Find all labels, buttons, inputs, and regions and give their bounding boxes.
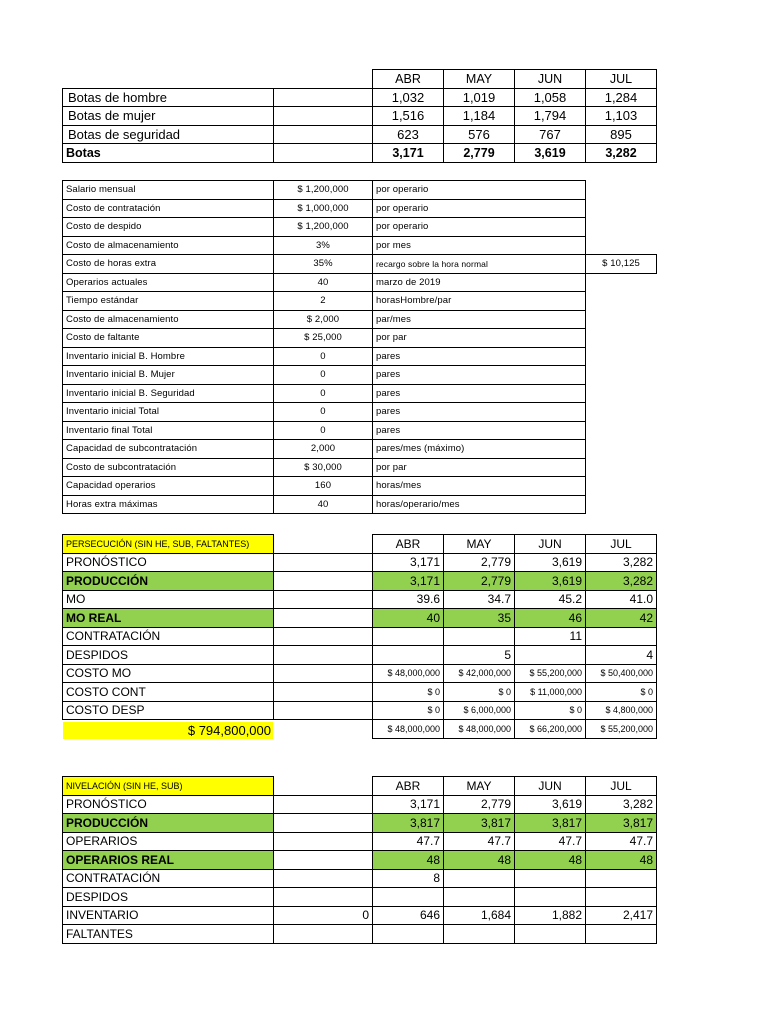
spreadsheet-cell[interactable] (274, 646, 373, 665)
level-header-row (63, 777, 657, 796)
chase-row-label[interactable]: COSTO CONT (63, 683, 274, 702)
chase-value[interactable]: 3,282 (586, 572, 657, 591)
parameter-row (63, 495, 657, 514)
parameter-row (63, 199, 657, 218)
parameter-row (63, 329, 657, 348)
level-value[interactable]: 646 (373, 906, 444, 925)
demand-value[interactable]: 1,058 (515, 88, 586, 107)
parameter-label[interactable]: Costo de contratación (63, 199, 274, 218)
chase-value[interactable]: 2,779 (444, 553, 515, 572)
chase-value[interactable]: 5 (444, 646, 515, 665)
blank-cell (586, 403, 657, 422)
parameter-unit[interactable]: horasHombre/par (373, 292, 586, 311)
parameter-value[interactable]: 0 (274, 366, 373, 385)
chase-total-value[interactable]: $ 66,200,000 (515, 720, 586, 739)
chase-row (63, 627, 657, 646)
demand-value[interactable]: 1,184 (444, 107, 515, 126)
parameter-row (63, 384, 657, 403)
parameter-label[interactable]: Capacidad operarios (63, 477, 274, 496)
demand-value[interactable]: 576 (444, 125, 515, 144)
chase-row-label[interactable]: MO (63, 590, 274, 609)
month-header[interactable]: MAY (444, 535, 515, 554)
chase-value[interactable]: $ 0 (586, 683, 657, 702)
demand-row (63, 107, 657, 126)
demand-value[interactable]: 767 (515, 125, 586, 144)
chase-row (63, 646, 657, 665)
parameter-extra-value[interactable]: $ 10,125 (586, 255, 657, 274)
level-value[interactable]: 3,817 (515, 814, 586, 833)
demand-row-label[interactable]: Botas de seguridad (63, 125, 274, 144)
parameter-unit[interactable]: marzo de 2019 (373, 273, 586, 292)
chase-value[interactable]: $ 11,000,000 (515, 683, 586, 702)
chase-value[interactable] (373, 646, 444, 665)
month-header[interactable]: JUN (515, 535, 586, 554)
level-value[interactable]: 1,684 (444, 906, 515, 925)
parameter-unit[interactable]: pares (373, 347, 586, 366)
chase-value[interactable]: $ 0 (515, 701, 586, 720)
chase-value[interactable]: 3,171 (373, 553, 444, 572)
spreadsheet-cell[interactable] (274, 701, 373, 720)
level-initial-value[interactable] (274, 925, 373, 944)
chase-row (63, 683, 657, 702)
chase-value[interactable]: 4 (586, 646, 657, 665)
spreadsheet-cell[interactable] (274, 664, 373, 683)
level-value[interactable]: 47.7 (586, 832, 657, 851)
level-row (63, 832, 657, 851)
parameter-unit[interactable]: por operario (373, 218, 586, 237)
parameter-value[interactable]: 40 (274, 273, 373, 292)
level-value[interactable]: 48 (444, 851, 515, 870)
chase-value[interactable]: 35 (444, 609, 515, 628)
month-header[interactable]: MAY (444, 777, 515, 796)
level-row (63, 925, 657, 944)
level-value[interactable]: 3,619 (515, 795, 586, 814)
level-value[interactable]: 1,882 (515, 906, 586, 925)
demand-total-row (63, 144, 657, 163)
demand-total-value[interactable]: 2,779 (444, 144, 515, 163)
parameter-unit[interactable]: pares (373, 421, 586, 440)
month-header[interactable]: MAY (444, 70, 515, 89)
parameter-row (63, 310, 657, 329)
demand-value[interactable]: 623 (373, 125, 444, 144)
parameter-unit[interactable]: pares (373, 403, 586, 422)
chase-value[interactable]: 42 (586, 609, 657, 628)
chase-value[interactable]: 3,171 (373, 572, 444, 591)
spreadsheet-cell[interactable] (274, 88, 373, 107)
blank-cell (63, 70, 274, 89)
blank-cell (586, 199, 657, 218)
parameter-value[interactable]: $ 1,000,000 (274, 199, 373, 218)
level-value[interactable] (515, 925, 586, 944)
chase-value[interactable]: 3,619 (515, 553, 586, 572)
demand-value[interactable]: 1,516 (373, 107, 444, 126)
chase-value[interactable]: $ 0 (444, 683, 515, 702)
parameter-unit[interactable]: por par (373, 458, 586, 477)
blank-cell (586, 310, 657, 329)
chase-row (63, 590, 657, 609)
month-header[interactable]: JUL (586, 535, 657, 554)
level-value[interactable]: 48 (586, 851, 657, 870)
parameter-label[interactable]: Inventario final Total (63, 421, 274, 440)
parameter-label[interactable]: Horas extra máximas (63, 495, 274, 514)
parameter-label[interactable]: Costo de almacenamiento (63, 310, 274, 329)
spreadsheet-cell[interactable] (274, 144, 373, 163)
level-value[interactable] (515, 869, 586, 888)
level-row-label[interactable]: CONTRATACIÓN (63, 869, 274, 888)
level-row-label[interactable]: DESPIDOS (63, 888, 274, 907)
month-header[interactable]: JUL (586, 777, 657, 796)
demand-table (62, 69, 657, 163)
month-header[interactable]: ABR (373, 70, 444, 89)
parameter-label[interactable]: Costo de subcontratación (63, 458, 274, 477)
parameter-value[interactable]: $ 1,200,000 (274, 181, 373, 200)
chase-value[interactable] (373, 627, 444, 646)
chase-row-label[interactable]: PRONÓSTICO (63, 553, 274, 572)
parameter-unit[interactable]: por mes (373, 236, 586, 255)
level-value[interactable]: 3,171 (373, 795, 444, 814)
parameter-row (63, 403, 657, 422)
parameter-row (63, 440, 657, 459)
spreadsheet-cell[interactable] (274, 107, 373, 126)
blank-cell (586, 273, 657, 292)
month-header[interactable]: JUN (515, 777, 586, 796)
chase-value[interactable]: 3,619 (515, 572, 586, 591)
parameter-value[interactable]: 0 (274, 403, 373, 422)
level-row-label[interactable]: OPERARIOS (63, 832, 274, 851)
blank-cell (586, 366, 657, 385)
spreadsheet-cell[interactable] (274, 683, 373, 702)
chase-title[interactable]: PERSECUCIÓN (SIN HE, SUB, FALTANTES) (63, 535, 274, 554)
demand-value[interactable]: 895 (586, 125, 657, 144)
level-row (63, 795, 657, 814)
chase-row (63, 701, 657, 720)
demand-value[interactable]: 1,284 (586, 88, 657, 107)
blank-cell (586, 347, 657, 366)
level-initial-value[interactable]: 0 (274, 906, 373, 925)
chase-row (63, 553, 657, 572)
level-value[interactable]: 47.7 (373, 832, 444, 851)
demand-value[interactable]: 1,032 (373, 88, 444, 107)
level-initial-value[interactable] (274, 888, 373, 907)
level-value[interactable]: 48 (373, 851, 444, 870)
parameter-label[interactable]: Inventario inicial B. Mujer (63, 366, 274, 385)
blank-cell (586, 384, 657, 403)
level-value[interactable]: 2,417 (586, 906, 657, 925)
blank-cell (586, 440, 657, 459)
chase-plan-table (62, 534, 657, 739)
parameter-label[interactable]: Salario mensual (63, 181, 274, 200)
level-row (63, 906, 657, 925)
blank-cell (586, 329, 657, 348)
parameter-label[interactable]: Costo de faltante (63, 329, 274, 348)
chase-header-row (63, 535, 657, 554)
chase-row (63, 664, 657, 683)
level-plan-table (62, 776, 657, 944)
spreadsheet-cell[interactable] (274, 553, 373, 572)
blank-cell (274, 70, 373, 89)
chase-value[interactable]: 46 (515, 609, 586, 628)
demand-row-label[interactable]: Botas de hombre (63, 88, 274, 107)
parameter-value[interactable]: 40 (274, 495, 373, 514)
parameter-label[interactable]: Inventario inicial B. Seguridad (63, 384, 274, 403)
parameter-label[interactable]: Costo de horas extra (63, 255, 274, 274)
level-row-label[interactable]: FALTANTES (63, 925, 274, 944)
level-value[interactable] (586, 888, 657, 907)
chase-value[interactable]: $ 4,800,000 (586, 701, 657, 720)
blank-cell (586, 218, 657, 237)
level-row (63, 869, 657, 888)
parameter-label[interactable]: Tiempo estándar (63, 292, 274, 311)
month-header[interactable]: ABR (373, 777, 444, 796)
spreadsheet-cell[interactable] (274, 572, 373, 591)
level-value[interactable] (373, 888, 444, 907)
level-value[interactable] (373, 925, 444, 944)
chase-value[interactable] (444, 627, 515, 646)
parameter-value[interactable]: 0 (274, 421, 373, 440)
level-row-label[interactable]: PRODUCCIÓN (63, 814, 274, 833)
chase-total-cost[interactable]: $ 794,800,000 (63, 722, 273, 739)
level-value[interactable]: 3,817 (586, 814, 657, 833)
parameter-value[interactable]: $ 30,000 (274, 458, 373, 477)
blank-cell (586, 181, 657, 200)
level-initial-value[interactable] (274, 814, 373, 833)
chase-value[interactable]: 45.2 (515, 590, 586, 609)
level-title[interactable]: NIVELACIÓN (SIN HE, SUB) (63, 777, 274, 796)
demand-row (63, 125, 657, 144)
blank-cell (586, 292, 657, 311)
demand-total-value[interactable]: 3,282 (586, 144, 657, 163)
blank-cell (586, 236, 657, 255)
demand-total-value[interactable]: 3,171 (373, 144, 444, 163)
parameter-unit[interactable]: pares/mes (máximo) (373, 440, 586, 459)
parameter-row (63, 366, 657, 385)
parameter-unit[interactable]: recargo sobre la hora normal (373, 255, 586, 274)
chase-value[interactable]: 11 (515, 627, 586, 646)
parameter-value[interactable]: 0 (274, 347, 373, 366)
level-value[interactable]: 3,817 (373, 814, 444, 833)
chase-value[interactable]: 40 (373, 609, 444, 628)
chase-row-label[interactable]: DESPIDOS (63, 646, 274, 665)
level-value[interactable]: 48 (515, 851, 586, 870)
blank-cell (274, 720, 373, 739)
parameter-unit[interactable]: horas/operario/mes (373, 495, 586, 514)
demand-value[interactable]: 1,019 (444, 88, 515, 107)
chase-value[interactable]: $ 6,000,000 (444, 701, 515, 720)
chase-total-value[interactable]: $ 48,000,000 (373, 720, 444, 739)
level-value[interactable]: 3,282 (586, 795, 657, 814)
parameter-value[interactable]: 35% (274, 255, 373, 274)
parameter-row (63, 181, 657, 200)
chase-value[interactable]: 39.6 (373, 590, 444, 609)
blank-cell (586, 421, 657, 440)
parameter-row (63, 292, 657, 311)
parameter-value[interactable]: $ 2,000 (274, 310, 373, 329)
parameter-label[interactable]: Inventario inicial Total (63, 403, 274, 422)
parameter-value[interactable]: 3% (274, 236, 373, 255)
chase-row-label[interactable]: MO REAL (63, 609, 274, 628)
parameter-unit[interactable]: por operario (373, 199, 586, 218)
level-row-label[interactable]: PRONÓSTICO (63, 795, 274, 814)
level-value[interactable] (515, 888, 586, 907)
level-value[interactable]: 47.7 (444, 832, 515, 851)
parameter-label[interactable]: Capacidad de subcontratación (63, 440, 274, 459)
chase-row (63, 572, 657, 591)
blank-cell (274, 777, 373, 796)
parameter-row (63, 458, 657, 477)
level-value[interactable]: 2,779 (444, 795, 515, 814)
level-row (63, 814, 657, 833)
demand-value[interactable]: 1,794 (515, 107, 586, 126)
level-row-label[interactable]: OPERARIOS REAL (63, 851, 274, 870)
parameter-unit[interactable]: pares (373, 366, 586, 385)
parameter-row (63, 421, 657, 440)
chase-value[interactable]: $ 42,000,000 (444, 664, 515, 683)
chase-value[interactable]: 41.0 (586, 590, 657, 609)
parameter-value[interactable]: 0 (274, 384, 373, 403)
level-value[interactable] (586, 925, 657, 944)
chase-total-value[interactable]: $ 48,000,000 (444, 720, 515, 739)
chase-row-label[interactable]: CONTRATACIÓN (63, 627, 274, 646)
demand-total-value[interactable]: 3,619 (515, 144, 586, 163)
blank-cell (274, 535, 373, 554)
level-row (63, 851, 657, 870)
parameter-unit[interactable]: par/mes (373, 310, 586, 329)
parameter-label[interactable]: Costo de despido (63, 218, 274, 237)
month-header[interactable]: JUN (515, 70, 586, 89)
blank-cell (586, 495, 657, 514)
level-initial-value[interactable] (274, 851, 373, 870)
chase-value[interactable]: $ 48,000,000 (373, 664, 444, 683)
chase-value[interactable] (586, 627, 657, 646)
level-value[interactable] (444, 925, 515, 944)
demand-header-row (63, 70, 657, 89)
spreadsheet-cell[interactable] (274, 609, 373, 628)
parameter-unit[interactable]: pares (373, 384, 586, 403)
level-value[interactable]: 8 (373, 869, 444, 888)
level-value[interactable]: 3,817 (444, 814, 515, 833)
month-header[interactable]: JUL (586, 70, 657, 89)
parameter-value[interactable]: 160 (274, 477, 373, 496)
blank-cell (586, 458, 657, 477)
parameter-unit[interactable]: por operario (373, 181, 586, 200)
level-row-label[interactable]: INVENTARIO (63, 906, 274, 925)
blank-cell (586, 477, 657, 496)
parameter-row (63, 477, 657, 496)
chase-value[interactable]: 2,779 (444, 572, 515, 591)
demand-row-label[interactable]: Botas de mujer (63, 107, 274, 126)
parameter-value[interactable]: 2,000 (274, 440, 373, 459)
level-value[interactable] (444, 869, 515, 888)
level-value[interactable] (444, 888, 515, 907)
parameter-row (63, 347, 657, 366)
parameter-unit[interactable]: por par (373, 329, 586, 348)
chase-row (63, 609, 657, 628)
parameter-label[interactable]: Operarios actuales (63, 273, 274, 292)
demand-total-label[interactable]: Botas (63, 144, 274, 163)
parameters-table (62, 180, 657, 514)
level-value[interactable]: 47.7 (515, 832, 586, 851)
parameter-value[interactable]: 2 (274, 292, 373, 311)
month-header[interactable]: ABR (373, 535, 444, 554)
parameter-row (63, 236, 657, 255)
parameter-label[interactable]: Inventario inicial B. Hombre (63, 347, 274, 366)
chase-total-value[interactable]: $ 55,200,000 (586, 720, 657, 739)
chase-row-label[interactable]: COSTO DESP (63, 701, 274, 720)
parameter-unit[interactable]: horas/mes (373, 477, 586, 496)
spreadsheet-cell[interactable] (274, 627, 373, 646)
demand-row (63, 88, 657, 107)
spreadsheet-cell[interactable] (274, 590, 373, 609)
parameter-value[interactable]: $ 1,200,000 (274, 218, 373, 237)
level-initial-value[interactable] (274, 832, 373, 851)
chase-value[interactable] (515, 646, 586, 665)
level-value[interactable] (586, 869, 657, 888)
level-initial-value[interactable] (274, 795, 373, 814)
chase-value[interactable]: $ 50,400,000 (586, 664, 657, 683)
chase-row-label[interactable]: COSTO MO (63, 664, 274, 683)
chase-row-label[interactable]: PRODUCCIÓN (63, 572, 274, 591)
level-row (63, 888, 657, 907)
chase-value[interactable]: $ 0 (373, 683, 444, 702)
parameter-row (63, 273, 657, 292)
chase-value[interactable]: $ 55,200,000 (515, 664, 586, 683)
chase-value[interactable]: 3,282 (586, 553, 657, 572)
parameter-row (63, 255, 657, 274)
parameter-label[interactable]: Costo de almacenamiento (63, 236, 274, 255)
chase-value[interactable]: 34.7 (444, 590, 515, 609)
level-initial-value[interactable] (274, 869, 373, 888)
chase-value[interactable]: $ 0 (373, 701, 444, 720)
demand-value[interactable]: 1,103 (586, 107, 657, 126)
spreadsheet-cell[interactable] (274, 125, 373, 144)
parameter-value[interactable]: $ 25,000 (274, 329, 373, 348)
parameter-row (63, 218, 657, 237)
